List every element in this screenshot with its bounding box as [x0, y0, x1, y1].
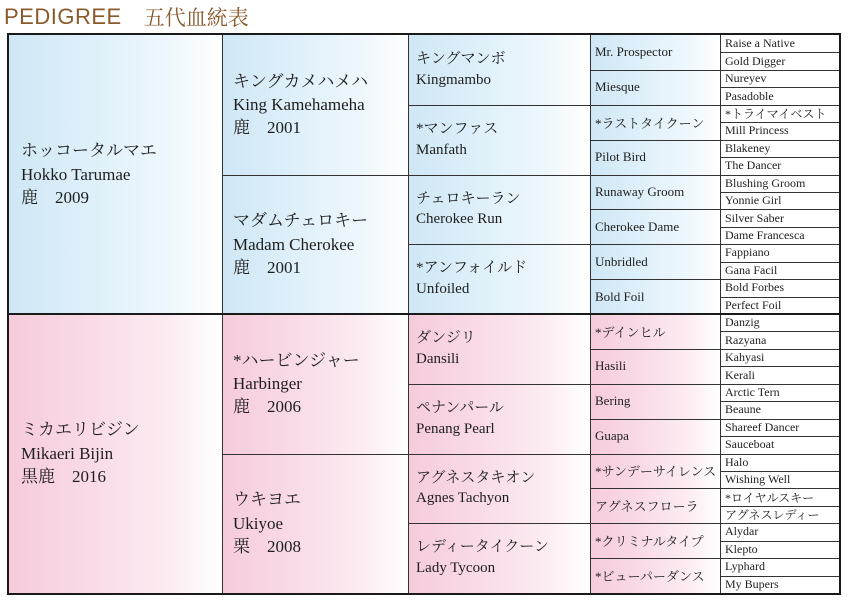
horse-name-jp: チェロキーラン [416, 190, 521, 207]
horse-coat-year: 黒鹿 2016 [21, 467, 106, 487]
horse-gen4 [590, 35, 720, 70]
horse-name-jp: ダンジリ [416, 330, 476, 347]
horse-gen3 [408, 244, 590, 314]
horse-name: The Dancer [725, 158, 782, 173]
horse-gen3 [408, 175, 590, 245]
horse-name: Bering [595, 393, 631, 409]
horse-gen4 [590, 558, 720, 593]
horse-name-jp: キングマンボ [416, 51, 506, 68]
grid-line [408, 105, 839, 106]
horse-gen5 [720, 279, 839, 296]
horse-gen5 [720, 523, 839, 540]
horse-name-en: Unfoiled [416, 281, 470, 298]
horse-name: Wishing Well [725, 472, 791, 487]
horse-name: アグネスレディー [725, 508, 820, 523]
horse-gen4 [590, 244, 720, 279]
horse-gen5 [720, 122, 839, 139]
horse-name: Cherokee Dame [595, 218, 680, 234]
horse-gen4 [590, 523, 720, 558]
grid-line [720, 52, 839, 53]
horse-gen4 [590, 454, 720, 489]
horse-gen5 [720, 488, 839, 505]
grid-line [590, 70, 839, 71]
horse-coat-year: 鹿 2001 [233, 118, 301, 138]
horse-name: *トライマイベスト [725, 106, 827, 121]
horse-name: Kerali [725, 367, 755, 382]
horse-name: Halo [725, 454, 749, 469]
horse-gen5 [720, 297, 839, 314]
horse-gen4 [590, 488, 720, 523]
horse-name-en: King Kamehameha [233, 95, 365, 115]
horse-name: Fappiano [725, 245, 770, 260]
horse-gen4 [590, 175, 720, 210]
horse-gen5 [720, 558, 839, 575]
horse-name: Razyana [725, 332, 767, 347]
grid-line [408, 523, 839, 524]
horse-name-jp: マダムチェロキー [233, 211, 369, 231]
horse-gen5 [720, 471, 839, 488]
horse-gen5 [720, 436, 839, 453]
grid-line [720, 227, 839, 228]
horse-name: *デインヒル [595, 324, 666, 340]
horse-gen4 [590, 349, 720, 384]
horse-gen3 [408, 384, 590, 454]
page-header [4, 2, 249, 32]
horse-name: Guapa [595, 428, 629, 444]
grid-line [408, 244, 839, 245]
horse-name-en: Mikaeri Bijin [21, 443, 114, 463]
horse-name: *ビューパーダンス [595, 569, 705, 585]
horse-name-jp: ウキヨエ [233, 490, 301, 510]
horse-gen3 [408, 35, 590, 105]
grid-line [720, 436, 839, 437]
horse-name: Bold Foil [595, 288, 645, 304]
horse-name-jp: ホッコータルマエ [21, 141, 157, 161]
horse-name: Kahyasi [725, 350, 765, 365]
horse-coat-year: 鹿 2006 [233, 397, 301, 417]
horse-name-en: Hokko Tarumae [21, 164, 131, 184]
grid-line [720, 262, 839, 263]
horse-gen5 [720, 401, 839, 418]
grid-line [720, 366, 839, 367]
horse-name: *サンデーサイレンス [595, 464, 717, 480]
grid-line [590, 209, 839, 210]
grid-line [720, 192, 839, 193]
horse-name-jp: *アンフォイルド [416, 260, 528, 277]
horse-gen5 [720, 454, 839, 471]
horse-name: Pasadoble [725, 88, 774, 103]
horse-gen5 [720, 157, 839, 174]
horse-name: Pilot Bird [595, 149, 646, 165]
grid-line [590, 140, 839, 141]
horse-gen5 [720, 227, 839, 244]
horse-name-en: Manfath [416, 141, 467, 158]
grid-line [408, 384, 839, 385]
horse-name: Dame Francesca [725, 228, 805, 243]
grid-line [9, 313, 839, 315]
horse-name: Nureyev [725, 71, 767, 86]
horse-gen2-dam-dam [222, 454, 408, 594]
grid-line [222, 454, 839, 455]
horse-gen5 [720, 35, 839, 52]
horse-name: Alydar [725, 524, 759, 539]
grid-line [720, 297, 839, 298]
horse-gen5 [720, 209, 839, 226]
horse-name: Mill Princess [725, 123, 789, 138]
grid-line [720, 122, 839, 123]
horse-name: Klepto [725, 541, 758, 556]
horse-name: Shareef Dancer [725, 419, 800, 434]
horse-gen1-dam [9, 314, 222, 593]
grid-line [720, 471, 839, 472]
horse-name-en: Madam Cherokee [233, 234, 355, 254]
grid-line [590, 419, 839, 420]
horse-gen2-sire-sire [222, 35, 408, 175]
horse-name: Danzig [725, 315, 760, 330]
horse-gen5 [720, 506, 839, 523]
grid-line [720, 506, 839, 507]
horse-name-jp: アグネスタキオン [416, 469, 536, 486]
horse-name: Arctic Tern [725, 384, 780, 399]
horse-gen4 [590, 384, 720, 419]
horse-name: Gold Digger [725, 53, 786, 68]
horse-gen5 [720, 105, 839, 122]
horse-gen1-sire [9, 35, 222, 314]
horse-name-en: Lady Tycoon [416, 560, 496, 577]
horse-gen3 [408, 523, 590, 593]
grid-line [720, 157, 839, 158]
horse-name-jp: レディータイクーン [416, 539, 549, 556]
horse-gen4 [590, 419, 720, 454]
horse-gen5 [720, 70, 839, 87]
horse-name: Silver Saber [725, 210, 784, 225]
horse-coat-year: 鹿 2009 [21, 188, 89, 208]
horse-gen4 [590, 314, 720, 349]
horse-coat-year: 栗 2008 [233, 536, 301, 556]
horse-coat-year: 鹿 2001 [233, 257, 301, 277]
grid-line [720, 541, 839, 542]
horse-name: Blushing Groom [725, 175, 806, 190]
horse-name-jp: ミカエリビジン [21, 420, 140, 440]
horse-gen3 [408, 105, 590, 175]
horse-gen5 [720, 349, 839, 366]
horse-name: Lyphard [725, 559, 765, 574]
horse-gen5 [720, 384, 839, 401]
horse-name-jp: ペナンパール [416, 399, 504, 416]
grid-line [590, 279, 839, 280]
horse-gen5 [720, 576, 839, 593]
grid-line [590, 488, 839, 489]
horse-name: Sauceboat [725, 437, 775, 452]
grid-line [590, 558, 839, 559]
grid-line [720, 87, 839, 88]
pedigree-table [7, 33, 841, 595]
horse-name: Hasili [595, 358, 627, 374]
grid-line [590, 349, 839, 350]
horse-name: Blakeney [725, 140, 771, 155]
horse-name: Runaway Groom [595, 183, 685, 199]
horse-name-en: Harbinger [233, 374, 302, 394]
grid-line [720, 401, 839, 402]
horse-gen4 [590, 105, 720, 140]
page-title: PEDIGREE [4, 4, 122, 29]
horse-name-en: Penang Pearl [416, 420, 495, 437]
horse-name: Raise a Native [725, 36, 795, 51]
horse-gen4 [590, 209, 720, 244]
horse-gen5 [720, 52, 839, 69]
horse-name: Gana Facil [725, 262, 778, 277]
horse-gen5 [720, 192, 839, 209]
horse-name-en: Ukiyoe [233, 513, 284, 533]
horse-name-en: Agnes Tachyon [416, 490, 510, 507]
horse-gen4 [590, 70, 720, 105]
page-subtitle: 五代血統表 [143, 7, 249, 30]
horse-name: アグネスフローラ [595, 499, 699, 515]
horse-name: Beaune [725, 402, 761, 417]
horse-name-en: Kingmambo [416, 71, 491, 88]
horse-gen5 [720, 314, 839, 331]
horse-name-jp: キングカメハメハ [233, 71, 369, 91]
horse-gen2-dam-sire [222, 314, 408, 454]
horse-name: My Bupers [725, 576, 779, 591]
horse-gen5 [720, 366, 839, 383]
horse-name-jp: *ハービンジャー [233, 350, 360, 370]
horse-gen5 [720, 419, 839, 436]
horse-name: *ラストタイクーン [595, 115, 705, 131]
horse-name-jp: *マンファス [416, 120, 499, 137]
horse-gen5 [720, 262, 839, 279]
horse-gen5 [720, 87, 839, 104]
horse-gen5 [720, 244, 839, 261]
horse-name-en: Dansili [416, 350, 460, 367]
horse-name: Miesque [595, 79, 640, 95]
horse-gen4 [590, 279, 720, 314]
horse-gen5 [720, 175, 839, 192]
horse-name: Unbridled [595, 253, 648, 269]
horse-gen5 [720, 140, 839, 157]
grid-line [720, 331, 839, 332]
horse-gen3 [408, 314, 590, 384]
horse-name: *クリミナルタイプ [595, 534, 704, 550]
horse-gen3 [408, 454, 590, 524]
grid-line [720, 576, 839, 577]
horse-name-en: Cherokee Run [416, 211, 503, 228]
horse-gen5 [720, 331, 839, 348]
grid-line [222, 175, 839, 176]
horse-name: Bold Forbes [725, 280, 785, 295]
horse-name: Mr. Prospector [595, 44, 673, 60]
horse-gen2-sire-dam [222, 175, 408, 315]
horse-gen4 [590, 140, 720, 175]
horse-name: Perfect Foil [725, 297, 782, 312]
horse-name: *ロイヤルスキー [725, 490, 815, 505]
horse-gen5 [720, 541, 839, 558]
horse-name: Yonnie Girl [725, 193, 782, 208]
